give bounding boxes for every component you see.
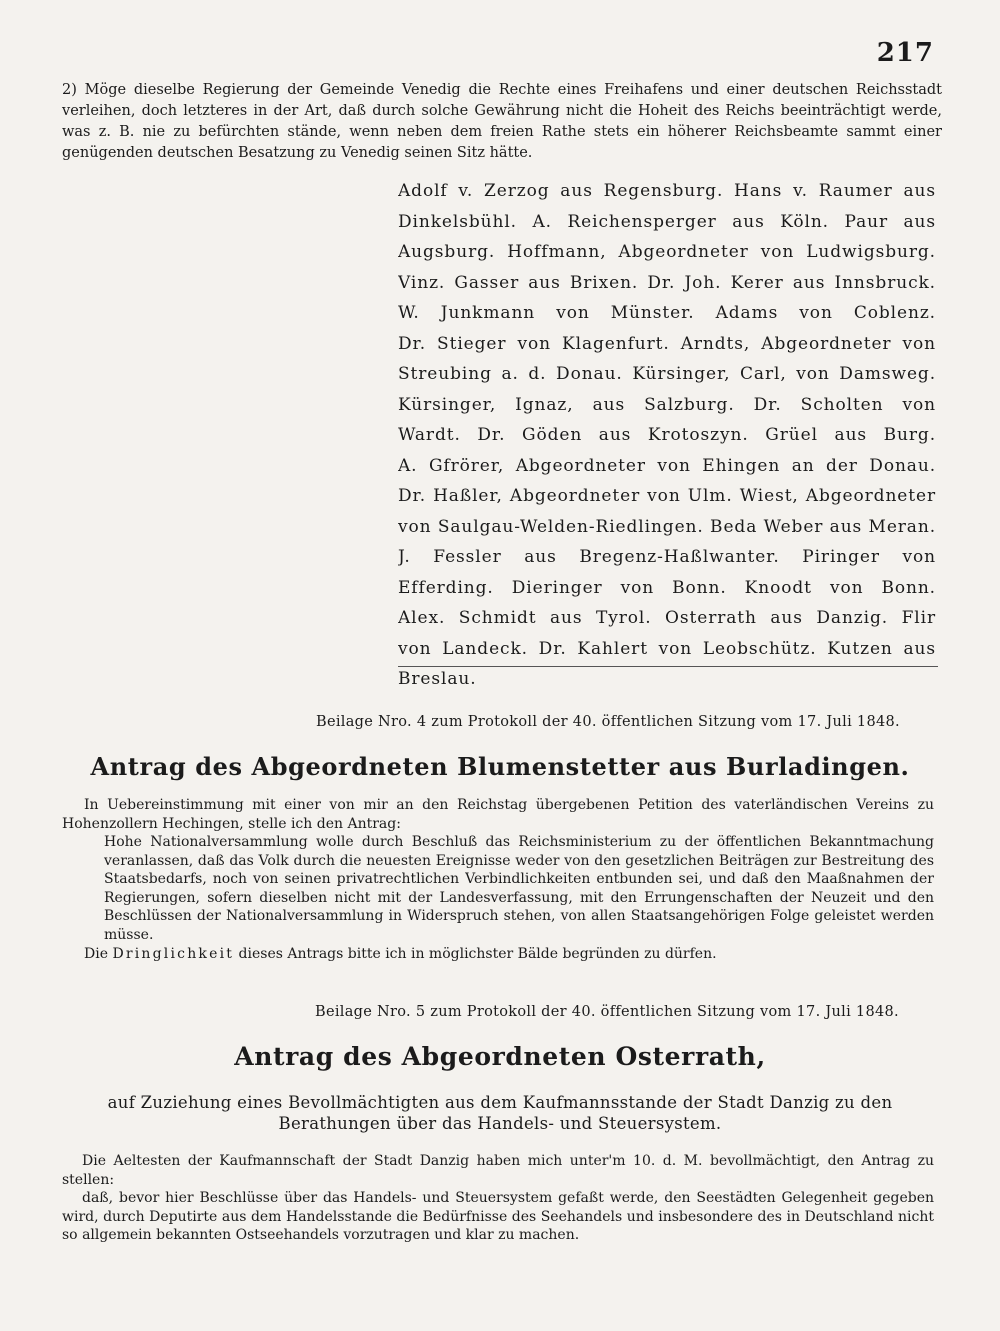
urgency-word: Dringlichkeit (112, 946, 235, 962)
signatory-line: Alex. Schmidt aus Tyrol. Osterrath aus Danzig. Flir (398, 608, 936, 628)
signatories-block (398, 176, 936, 695)
page-number: 217 (876, 38, 934, 68)
annex-4-caption: Beilage Nro. 4 zum Protokoll der 40. öffentlichen Sitzung vom 17. Juli 1848. (316, 714, 900, 730)
signatory-line: Efferding. Dieringer von Bonn. Knoodt von Bonn. (398, 577, 936, 598)
annex-5-caption: Beilage Nro. 5 zum Protokoll der 40. öffentlichen Sitzung vom 17. Juli 1848. (315, 1004, 899, 1020)
annex-4-motion: Hohe Nationalversammlung wolle durch Beschluß das Reichsministerium zu der öffentlichen Bekanntmachung veranlassen, daß das Volk durch die neuesten Ereignisse weder von den gesetzlichen Beiträgen zur Bestreitung des Staatsbedarfs, noch von seinen privatrechtlichen Verbindlichkeiten entbunden sei, und daß den Maaßnahmen der Regierungen, sofern dieselben nicht mit der Landesverfassung, mit den Errungenschaften der Neuzeit und den Beschlüssen der Nationalversammlung in Widerspruch stehen, von allen Staatsangehörigen Folge geleistet werden müsse. (104, 834, 934, 943)
signatory-line: Augsburg. Hoffmann, Abgeordneter von Ludwigsburg. (398, 242, 936, 262)
signatory-line: Wardt. Dr. Göden aus Krotoszyn. Grüel aus Burg. (398, 425, 936, 445)
signatory-line: Dr. Stieger von Klagenfurt. Arndts, Abgeordneter von (398, 333, 936, 354)
signatory-line: J. Fessler aus Bregenz-Haßlwanter. Piringer von (398, 547, 936, 567)
signatory-line: Kürsinger, Ignaz, aus Salzburg. Dr. Scholten von (398, 394, 936, 415)
annex-4-intro: In Uebereinstimmung mit einer von mir an den Reichstag übergebenen Petition des vaterländischen Vereins zu Hohenzollern Hechingen, stelle ich den Antrag: (62, 797, 934, 832)
signatory-line: W. Junkmann von Münster. Adams von Coblenz. (398, 303, 936, 323)
motion-item-2: 2) Möge dieselbe Regierung der Gemeinde Venedig die Rechte eines Freihafens und einer deutschen Reichsstadt verleihen, doch letzteres in der Art, daß durch solche Gewährung nicht die Hoheit des Reichs beeinträchtigt werde, was z. B. nie zu befürchten stände, wenn neben dem freien Rathe stets ein höherer Reichsbeamte sammt einer genügenden deutschen Besatzung zu Venedig seinen Sitz hätte. (62, 82, 942, 161)
signatory-line: von Saulgau-Welden-Riedlingen. Beda Weber aus Meran. (398, 516, 936, 537)
signatory-line: Adolf v. Zerzog aus Regensburg. Hans v. Raumer aus (398, 181, 936, 201)
signatory-line: Dinkelsbühl. A. Reichensperger aus Köln. Paur aus (398, 211, 936, 232)
urgency-suffix: dieses Antrags bitte ich in möglichster Bälde begründen zu dürfen. (234, 946, 717, 962)
signatory-line: A. Gfrörer, Abgeordneter von Ehingen an der Donau. (398, 455, 936, 476)
signatory-line: Vinz. Gasser aus Brixen. Dr. Joh. Kerer aus Innsbruck. (398, 272, 936, 293)
annex-4-urgency (84, 945, 934, 964)
signatory-line: Dr. Haßler, Abgeordneter von Ulm. Wiest, Abgeordneter (398, 486, 936, 506)
signatory-line: Streubing a. d. Donau. Kürsinger, Carl, von Damsweg. (398, 364, 936, 384)
annex-5-intro: Die Aeltesten der Kaufmannschaft der Stadt Danzig haben mich unter'm 10. d. M. bevollmächtigt, den Antrag zu stellen: (62, 1153, 934, 1188)
divider-rule (398, 666, 938, 667)
urgency-prefix: Die (84, 946, 113, 962)
annex-4-heading: Antrag des Abgeordneten Blumenstetter aus Burladingen. (90, 752, 910, 781)
signatory-line: Breslau. (398, 669, 477, 689)
annex-5-heading: Antrag des Abgeordneten Osterrath, (234, 1042, 766, 1071)
annex-5-motion: daß, bevor hier Beschlüsse über das Handels- und Steuersystem gefaßt werde, den Seestädten Gelegenheit gegeben wird, durch Deputirte aus dem Handelsstande die Bedürfnisse des Seehandels und insbesondere des in Deutschland nicht so allgemein bekannten Ostseehandels vorzutragen und klar zu machen. (62, 1190, 934, 1244)
annex-5-subheading: auf Zuziehung eines Bevollmächtigten aus dem Kaufmannsstande der Stadt Danzig zu den Berathungen über das Handels- und Steuersystem. (107, 1093, 893, 1133)
signatory-line: von Landeck. Dr. Kahlert von Leobschütz. Kutzen aus (398, 638, 936, 659)
